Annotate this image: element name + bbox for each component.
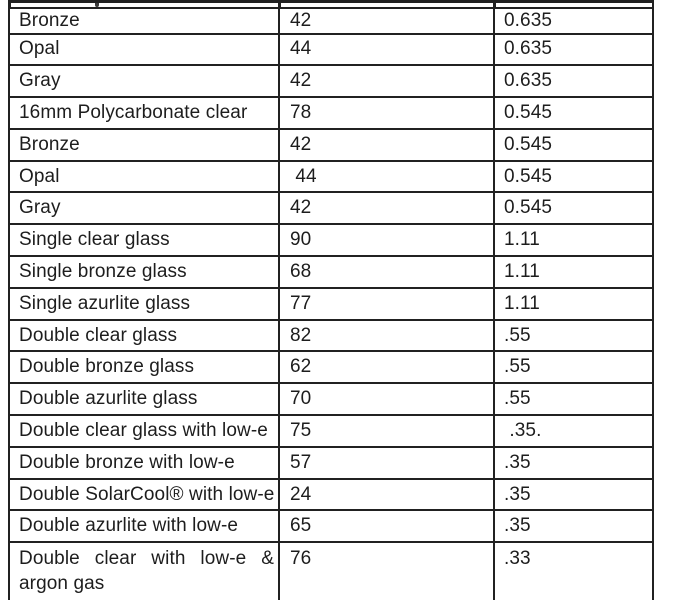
material-label-cell: Opal bbox=[10, 162, 280, 192]
value-col2-cell: 77 bbox=[280, 289, 495, 319]
value-col3-cell: 0.545 bbox=[504, 101, 553, 123]
table-row bbox=[10, 33, 652, 65]
material-label-cell: Double clear glass with low-e bbox=[10, 416, 280, 446]
table-row bbox=[10, 319, 652, 351]
value-col2-cell: 44 bbox=[280, 162, 495, 192]
value-col3-cell: 1.11 bbox=[504, 292, 540, 314]
clipped-text-descender bbox=[95, 3, 99, 7]
material-label-cell: Gray bbox=[10, 66, 280, 96]
table-row bbox=[10, 446, 652, 478]
value-col3-cell: .55 bbox=[504, 388, 531, 410]
value-col3-cell: 1.11 bbox=[504, 229, 540, 251]
value-col2-cell: 75 bbox=[280, 416, 495, 446]
value-col3-cell: 0.545 bbox=[504, 133, 553, 155]
value-col3-cell: .35 bbox=[504, 515, 531, 537]
value-col3-cell: .55 bbox=[504, 356, 531, 378]
value-col3-cell: .35 bbox=[504, 483, 531, 505]
material-label-cell: Double bronze glass bbox=[10, 352, 280, 382]
value-col2-cell: 42 bbox=[280, 193, 495, 223]
clipped-row-bottom-border bbox=[8, 0, 654, 3]
value-col2-cell: 44 bbox=[280, 35, 495, 65]
value-col3-cell: .35 bbox=[504, 451, 531, 473]
value-col2-cell: 78 bbox=[280, 98, 495, 128]
value-col2-cell: 82 bbox=[280, 321, 495, 351]
value-col3-cell: 0.635 bbox=[504, 38, 553, 60]
material-label-cell: Double clear glass bbox=[10, 321, 280, 351]
table-row bbox=[10, 414, 652, 446]
table-row bbox=[10, 223, 652, 255]
table-row bbox=[10, 64, 652, 96]
value-col2-cell: 42 bbox=[280, 130, 495, 160]
table-row bbox=[10, 382, 652, 414]
table-row bbox=[10, 255, 652, 287]
material-label-cell: 16mm Polycarbonate clear bbox=[10, 98, 280, 128]
value-col3-cell: 0.635 bbox=[504, 70, 553, 92]
material-label-cell: Single bronze glass bbox=[10, 257, 280, 287]
table-row bbox=[10, 7, 652, 33]
table-row bbox=[10, 287, 652, 319]
material-label-cell: Bronze bbox=[10, 9, 280, 33]
value-col2-cell: 42 bbox=[280, 66, 495, 96]
material-label-cell: Single azurlite glass bbox=[10, 289, 280, 319]
table-row bbox=[10, 160, 652, 192]
table-row bbox=[10, 128, 652, 160]
table-row bbox=[10, 191, 652, 223]
value-col2-cell: 24 bbox=[280, 480, 495, 510]
value-col2-cell: 57 bbox=[280, 448, 495, 478]
value-col2-cell: 90 bbox=[280, 225, 495, 255]
value-col2-cell: 42 bbox=[280, 9, 495, 33]
material-label-cell: Double azurlite with low-e bbox=[10, 511, 280, 541]
value-col2-cell: 68 bbox=[280, 257, 495, 287]
material-label-cell: Double bronze with low-e bbox=[10, 448, 280, 478]
value-col3-cell: .33 bbox=[504, 548, 531, 570]
material-label-cell: Single clear glass bbox=[10, 225, 280, 255]
material-label-cell: Opal bbox=[10, 35, 280, 65]
value-col3-cell: 0.545 bbox=[504, 197, 553, 219]
material-label-cell: Double clear with low-e & argon gas bbox=[10, 543, 280, 600]
material-label-cell: Gray bbox=[10, 193, 280, 223]
table-row bbox=[10, 478, 652, 510]
value-col2-cell: 65 bbox=[280, 511, 495, 541]
table-row bbox=[10, 541, 652, 600]
value-col3-cell: 0.545 bbox=[504, 165, 553, 187]
value-col2-cell: 62 bbox=[280, 352, 495, 382]
material-label-cell: Double azurlite glass bbox=[10, 384, 280, 414]
material-label-cell: Bronze bbox=[10, 130, 280, 160]
value-col3-cell: .35. bbox=[504, 419, 542, 441]
material-label-cell: Double SolarCool® with low-e bbox=[10, 480, 280, 510]
table-row bbox=[10, 350, 652, 382]
value-col3-cell: 1.11 bbox=[504, 260, 540, 282]
value-col3-cell: 0.635 bbox=[504, 9, 553, 31]
value-col2-cell: 70 bbox=[280, 384, 495, 414]
table-row bbox=[10, 96, 652, 128]
table-row bbox=[10, 509, 652, 541]
value-col3-cell: .55 bbox=[504, 324, 531, 346]
value-col2-cell: 76 bbox=[280, 543, 495, 600]
materials-table bbox=[8, 7, 654, 600]
